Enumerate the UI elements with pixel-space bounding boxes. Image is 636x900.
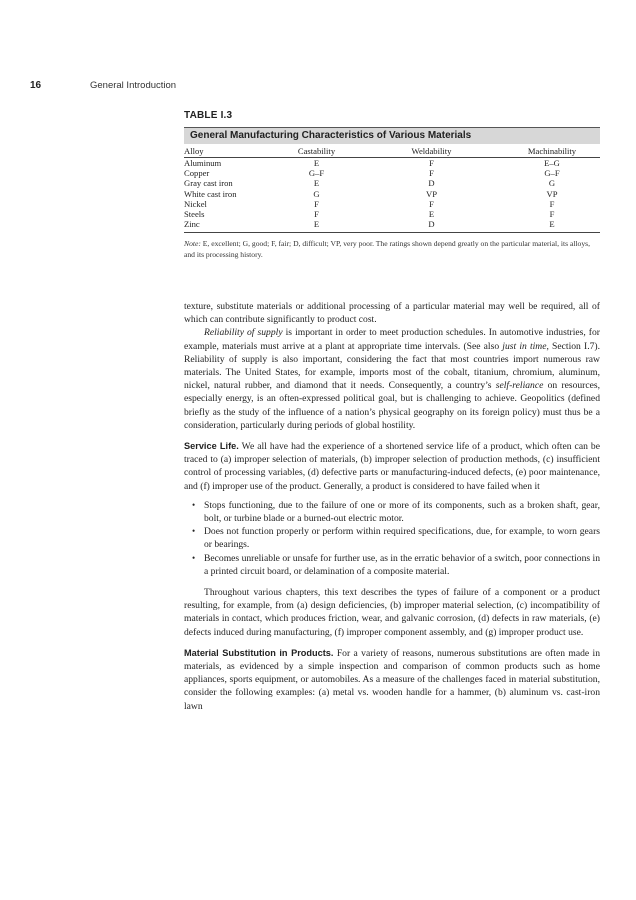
list-item-text: Stops functioning, due to the failure of one or more of its components, such as a broken shaft, gear, bolt, or turbine blade or a burned-out electric motor. bbox=[204, 499, 600, 525]
table-note-label: Note: bbox=[184, 239, 201, 249]
heading-material-substitution: Material Substitution in Products. bbox=[184, 647, 334, 658]
text-run: , Section I.7). Reliability of supply is also important, considering the fact that most countries import numerous raw materials. The United States, for example, imports most of the cobalt, titanium, chromium, aluminum, nickel, natural rubber, and diamond that it needs. Consequently, a country’s bbox=[184, 340, 600, 392]
characteristics-table bbox=[184, 144, 600, 233]
page-header bbox=[30, 80, 610, 94]
table-note bbox=[184, 238, 600, 260]
cell-castability: G–F bbox=[308, 168, 325, 179]
cell-machinability: G–F bbox=[544, 168, 560, 179]
table-row bbox=[184, 209, 600, 219]
table-row bbox=[184, 178, 600, 188]
cell-weldability: F bbox=[429, 158, 434, 168]
bullet-icon: • bbox=[192, 526, 196, 537]
table-header-row bbox=[184, 144, 600, 158]
list-item-text: Becomes unreliable or unsafe for further use, as in the erratic behavior of a switch, poor connections in a printed circuit board, or delamination of a composite material. bbox=[204, 552, 600, 577]
cell-machinability: F bbox=[549, 198, 555, 209]
cell-weldability: VP bbox=[426, 188, 437, 199]
cell-weldability: E bbox=[428, 209, 435, 220]
cell-weldability: F bbox=[429, 198, 434, 209]
text-run: on resources, especially energy, is an often-expressed political goal, but is challenging to achieve. Geopolitics (defined briefly as the study of the influence of a nation’s physical geography on its foreign policy) must thus be a consideration, particularly during periods of global hostility. bbox=[184, 380, 601, 431]
term-reliability: Reliability of supply bbox=[204, 327, 283, 339]
cell-machinability: E bbox=[504, 219, 600, 233]
table-row bbox=[184, 199, 600, 209]
table-row bbox=[184, 189, 600, 199]
list-item bbox=[184, 525, 600, 551]
col-header-alloy: Alloy bbox=[184, 144, 274, 158]
text-run: We all have had the experience of a shortened service life of a product, which often can be traced to (a) improper selection of materials, (b) improper selection of production methods, (c) insufficient control of processing variables, (d) defective parts or manufacturing-induced defects, (e) poor maintenance, and (f) improper use of the product. Generally, a product is considered to have failed when it bbox=[184, 441, 600, 492]
table-row bbox=[184, 168, 600, 178]
failure-bullet-list bbox=[184, 499, 600, 578]
paragraph-reliability bbox=[184, 326, 600, 432]
col-header-weldability: Weldability bbox=[359, 144, 504, 158]
cell-machinability: E–G bbox=[544, 158, 560, 168]
cell-alloy: Zinc bbox=[184, 219, 274, 233]
table-label: TABLE I.3 bbox=[184, 110, 233, 121]
text-run: For a variety of reasons, numerous substitutions are often made in materials, as evidenced by a simple inspection and comparison of common products such as home appliances, sports equipment, or automobiles. As a measure of the challenges faced in material substitution, consider the following examples: (a) metal vs. wooden handle for a hammer, (b) aluminum vs. cast-iron lawn bbox=[184, 647, 600, 712]
cell-castability: F bbox=[314, 198, 319, 209]
paragraph-texture: texture, substitute materials or additional processing of a particular material may well be required, all of which can contribute significantly to product cost. bbox=[184, 301, 600, 326]
body-text bbox=[184, 300, 600, 713]
table-title: General Manufacturing Characteristics of Various Materials bbox=[184, 127, 600, 144]
cell-alloy: Gray cast iron bbox=[184, 178, 233, 189]
term-self-reliance: self-reliance bbox=[495, 380, 544, 392]
cell-machinability: F bbox=[549, 209, 555, 220]
col-header-machinability: Machinability bbox=[504, 144, 600, 158]
paragraph-material-substitution bbox=[184, 647, 600, 713]
cell-machinability: G bbox=[548, 178, 556, 189]
cell-castability: E bbox=[313, 158, 320, 168]
cell-alloy: Steels bbox=[184, 209, 205, 220]
page-number: 16 bbox=[30, 80, 42, 91]
term-just-in-time: just in time bbox=[502, 340, 547, 352]
text-run: is important in order to meet production schedules. In automotive industries, for example, materials must arrive at a plant at appropriate time intervals. (See also bbox=[184, 327, 600, 352]
bullet-icon: • bbox=[192, 552, 196, 563]
cell-castability: E bbox=[313, 178, 320, 189]
cell-weldability: D bbox=[359, 219, 504, 233]
col-header-castability: Castability bbox=[274, 144, 359, 158]
cell-alloy: Nickel bbox=[184, 198, 207, 209]
table-row bbox=[184, 219, 600, 233]
running-head: General Introduction bbox=[90, 80, 177, 91]
heading-service-life: Service Life. bbox=[184, 441, 239, 452]
list-item bbox=[184, 499, 600, 525]
list-item bbox=[184, 552, 600, 578]
cell-weldability: F bbox=[429, 168, 434, 179]
cell-castability: G bbox=[313, 188, 320, 199]
cell-alloy: Aluminum bbox=[184, 158, 222, 168]
cell-castability: E bbox=[274, 219, 359, 233]
cell-weldability: D bbox=[428, 178, 435, 189]
cell-alloy: Copper bbox=[184, 168, 210, 179]
bullet-icon: • bbox=[192, 499, 196, 510]
list-item-text: Does not function properly or perform within required specifications, due, for example, to worn gears or bearings. bbox=[204, 526, 600, 551]
cell-alloy: White cast iron bbox=[184, 188, 237, 199]
paragraph-service-life bbox=[184, 440, 600, 493]
table-note-text: E, excellent; G, good; F, fair; D, difficult; VP, very poor. The ratings shown depend greatly on the particular material, its alloys, and its processing history. bbox=[184, 239, 591, 260]
cell-castability: F bbox=[314, 209, 319, 220]
cell-machinability: VP bbox=[546, 188, 558, 199]
table-block bbox=[184, 110, 600, 260]
paragraph-failure-types: Throughout various chapters, this text describes the types of failure of a component or a product resulting, for example, from (a) design deficiencies, (b) improper material selection, (c) incompatibility of materials in contact, which produces friction, wear, and galvanic corrosion, (d) defects in raw materials, (e) defects induced during manufacturing, (f) improper component assembly, and (g) improper product use. bbox=[184, 587, 600, 638]
table-row bbox=[184, 158, 600, 169]
